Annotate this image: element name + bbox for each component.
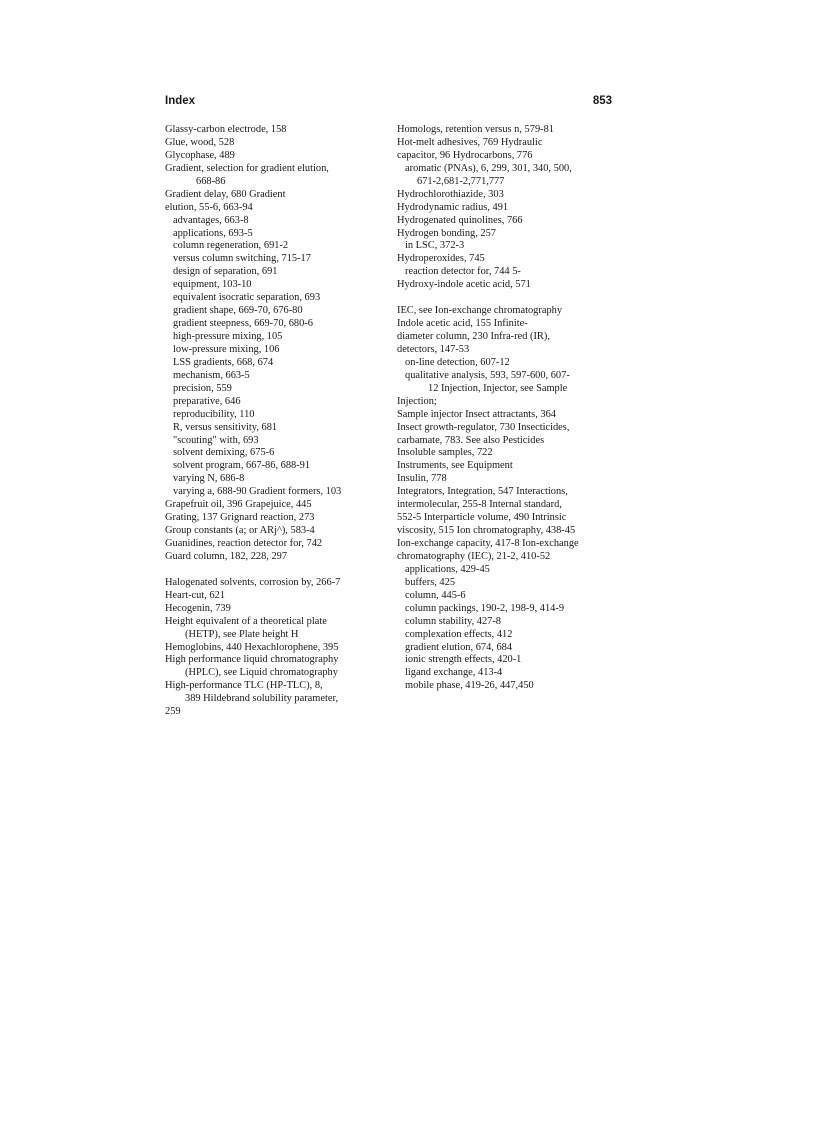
index-subentry: gradient shape, 669-70, 676-80 (173, 305, 303, 317)
index-entry: Ion-exchange capacity, 417-8 Ion-exchange (397, 538, 579, 549)
index-subentry: gradient elution, 674, 684 (405, 641, 513, 653)
index-subentry: mechanism, 663-5 (173, 369, 250, 381)
index-entry: capacitor, 96 Hydrocarbons, 776 (397, 149, 533, 161)
index-entry: Glycophase, 489 (165, 149, 235, 161)
index-entry: Hydroxy-indole acetic acid, 571 (397, 279, 531, 291)
index-entry: Hydroperoxides, 745 (397, 253, 485, 265)
index-entry: Heart-cut, 621 (165, 589, 226, 601)
page-title: Index (165, 95, 196, 107)
index-entry: Guanidines, reaction detector for, 742 (165, 538, 323, 549)
index-subentry: aromatic (PNAs), 6, 299, 301, 340, 500, (405, 162, 572, 174)
index-entry: Halogenated solvents, corrosion by, 266-7 (165, 576, 341, 588)
index-entry: Homologs, retention versus n, 579-81 (397, 124, 554, 135)
index-entry: High-performance TLC (HP-TLC), 8, (165, 680, 323, 692)
index-entry: Hydrogen bonding, 257 (397, 227, 496, 239)
index-entry: Hydrodynamic radius, 491 (397, 201, 509, 213)
index-entry: Guard column, 182, 228, 297 (165, 550, 288, 562)
index-subentry: 671-2,681-2,771,777 (417, 175, 505, 187)
index-entry: Indole acetic acid, 155 Infinite- (397, 318, 528, 330)
index-subentry: column, 445-6 (405, 589, 466, 601)
index-entry: elution, 55-6, 663-94 (165, 201, 253, 213)
index-subentry: LSS gradients, 668, 674 (173, 356, 274, 368)
index-column-left (165, 124, 380, 719)
index-entry: Glue, wood, 528 (165, 136, 235, 148)
index-entry: 259 (165, 706, 181, 718)
index-subentry: in LSC, 372-3 (405, 240, 465, 252)
index-subentry: column stability, 427-8 (405, 615, 502, 627)
index-subentry: column regeneration, 691-2 (173, 240, 289, 252)
index-subentry: varying N, 686-8 (173, 473, 245, 485)
index-entry: Instruments, see Equipment (397, 460, 513, 472)
index-subentry: 12 Injection, Injector, see Sample (428, 382, 568, 394)
index-subentry: (HPLC), see Liquid chromatography (185, 667, 338, 679)
index-subentry: advantages, 663-8 (173, 214, 249, 226)
index-entry: High performance liquid chromatography (165, 654, 339, 666)
index-entry: Gradient delay, 680 Gradient (165, 188, 286, 200)
index-subentry: solvent demixing, 675-6 (173, 447, 275, 459)
index-entry: Hydrogenated quinolines, 766 (397, 214, 523, 226)
index-subentry: "scouting" with, 693 (173, 434, 259, 446)
index-column-right (397, 124, 612, 693)
section-gap (397, 292, 612, 305)
index-entry: Insulin, 778 (397, 473, 447, 485)
index-entry: Hydrochlorothiazide, 303 (397, 188, 504, 200)
index-entry: Grating, 137 Grignard reaction, 273 (165, 512, 315, 524)
index-subentry: applications, 429-45 (405, 563, 490, 575)
index-subentry: precision, 559 (173, 382, 232, 394)
page-header (165, 95, 612, 111)
index-subentry: 389 Hildebrand solubility parameter, (185, 693, 339, 705)
index-subentry: mobile phase, 419-26, 447,450 (405, 680, 534, 692)
index-subentry: versus column switching, 715-17 (173, 253, 311, 265)
section-gap (165, 564, 380, 577)
index-subentry: preparative, 646 (173, 395, 241, 407)
index-subentry: high-pressure mixing, 105 (173, 331, 283, 342)
index-entry: Gradient, selection for gradient elution, (165, 162, 329, 174)
index-entry: intermolecular, 255-8 Internal standard, (397, 499, 562, 511)
index-subentry: ionic strength effects, 420-1 (405, 654, 522, 666)
index-subentry: qualitative analysis, 593, 597-600, 607- (405, 369, 570, 381)
index-entry: Injection; (397, 395, 437, 407)
index-subentry: equivalent isocratic separation, 693 (173, 292, 321, 304)
index-entry: Integrators, Integration, 547 Interactions, (397, 486, 568, 498)
index-subentry: solvent program, 667-86, 688-91 (173, 460, 311, 472)
index-entry: Group constants (a; or ARj^), 583-4 (165, 525, 315, 537)
index-entry: Insoluble samples, 722 (397, 447, 493, 459)
index-subentry: buffers, 425 (405, 576, 456, 588)
index-entry: Height equivalent of a theoretical plate (165, 615, 327, 627)
index-subentry: (HETP), see Plate height H (185, 628, 299, 640)
index-entry: Insect growth-regulator, 730 Insecticides, (397, 421, 570, 433)
index-subentry: reaction detector for, 744 5- (405, 266, 521, 278)
index-entry: Sample injector Insect attractants, 364 (397, 408, 556, 420)
index-entry: Hecogenin, 739 (165, 602, 231, 614)
index-entry: Hot-melt adhesives, 769 Hydraulic (397, 136, 543, 148)
page-number: 853 (592, 95, 612, 107)
index-entry: carbamate, 783. See also Pesticides (397, 434, 545, 446)
index-subentry: R, versus sensitivity, 681 (173, 421, 278, 433)
index-subentry: varying a, 688-90 Gradient formers, 103 (173, 486, 342, 498)
index-subentry: 668-86 (196, 175, 226, 187)
index-entry: Grapefruit oil, 396 Grapejuice, 445 (165, 499, 312, 511)
index-entry: Hemoglobins, 440 Hexachlorophene, 395 (165, 641, 339, 653)
index-entry: IEC, see Ion-exchange chromatography (397, 305, 563, 317)
index-subentry: ligand exchange, 413-4 (405, 667, 503, 679)
index-entry: chromatography (IEC), 21-2, 410-52 (397, 550, 551, 562)
index-subentry: applications, 693-5 (173, 227, 253, 239)
index-subentry: on-line detection, 607-12 (405, 356, 510, 368)
index-entry: viscosity, 515 Ion chromatography, 438-45 (397, 525, 576, 537)
index-subentry: design of separation, 691 (173, 266, 278, 278)
index-entry: 552-5 Interparticle volume, 490 Intrinsic (397, 512, 567, 524)
index-subentry: gradient steepness, 669-70, 680-6 (173, 318, 313, 330)
index-subentry: reproducibility, 110 (173, 408, 255, 420)
index-subentry: low-pressure mixing, 106 (173, 343, 280, 355)
index-entry: detectors, 147-53 (397, 343, 470, 355)
index-entry: Glassy-carbon electrode, 158 (165, 124, 287, 135)
index-subentry: complexation effects, 412 (405, 628, 513, 640)
index-entry: diameter column, 230 Infra-red (IR), (397, 331, 550, 342)
index-subentry: column packings, 190-2, 198-9, 414-9 (405, 602, 565, 614)
index-subentry: equipment, 103-10 (173, 279, 252, 291)
